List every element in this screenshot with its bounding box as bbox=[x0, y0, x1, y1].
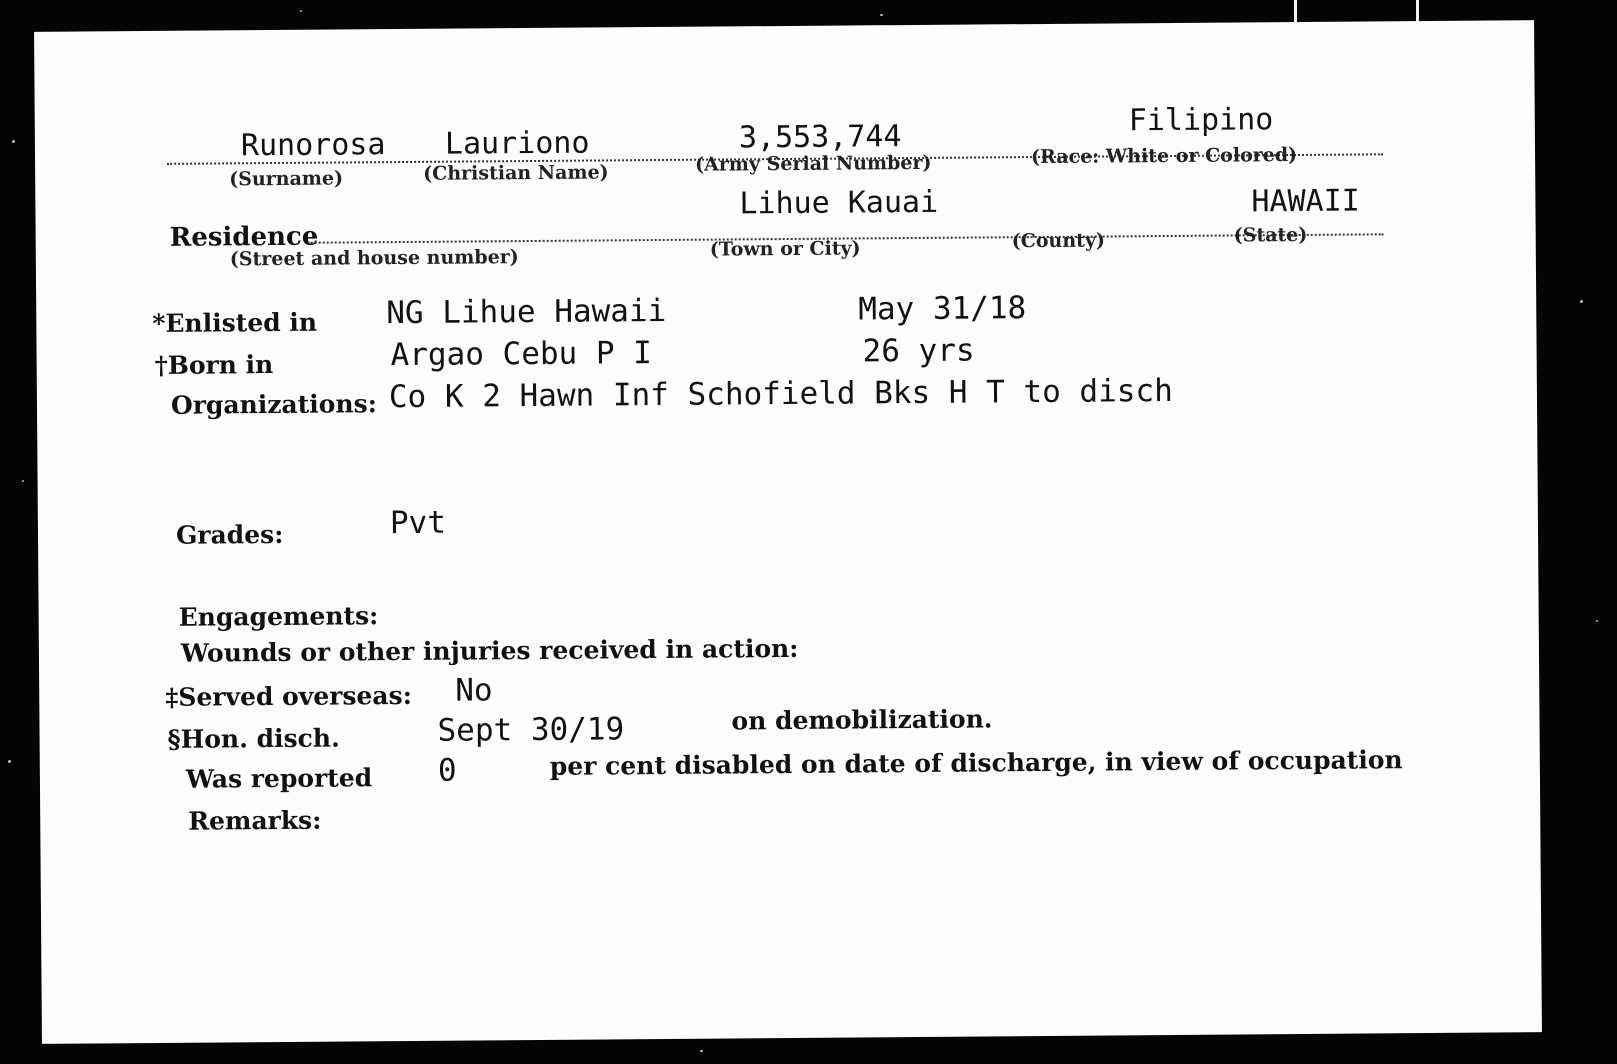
residence-label: Residence bbox=[169, 221, 319, 253]
hon-disch-suffix: on demobilization. bbox=[731, 704, 993, 736]
remarks-label: Remarks: bbox=[188, 805, 322, 836]
town-caption: (Town or City) bbox=[709, 237, 861, 261]
surname-value: Runorosa bbox=[240, 127, 386, 164]
organizations-label: Organizations: bbox=[170, 389, 377, 420]
scan-speck bbox=[880, 14, 883, 16]
grades-label: Grades: bbox=[175, 519, 284, 550]
organizations-value: Co K 2 Hawn Inf Schofield Bks H T to disch bbox=[388, 372, 1173, 416]
scan-speck bbox=[1580, 300, 1583, 303]
wounds-label: Wounds or other injuries received in action: bbox=[180, 633, 799, 668]
town-value: Lihue Kauai bbox=[739, 184, 939, 222]
engagements-label: Engagements: bbox=[178, 601, 379, 632]
grades-value: Pvt bbox=[389, 504, 447, 542]
race-caption: (Race: White or Colored) bbox=[1030, 143, 1298, 169]
scan-speck bbox=[8, 760, 11, 763]
christian-name-caption: (Christian Name) bbox=[423, 161, 609, 185]
serial-number-caption: (Army Serial Number) bbox=[695, 151, 932, 176]
enlisted-date: May 31/18 bbox=[858, 290, 1027, 328]
scan-speck bbox=[700, 1050, 703, 1052]
born-label: †Born in bbox=[154, 350, 274, 380]
scan-speck bbox=[300, 10, 302, 12]
street-caption: (Street and house number) bbox=[229, 246, 519, 271]
scan-speck bbox=[1596, 620, 1598, 622]
county-caption: (County) bbox=[1011, 229, 1106, 253]
enlisted-value: NG Lihue Hawaii bbox=[386, 292, 667, 332]
was-reported-label: Was reported bbox=[185, 763, 373, 794]
race-value: Filipino bbox=[1128, 102, 1274, 139]
born-age: 26 yrs bbox=[862, 332, 975, 370]
serial-number-value: 3,553,744 bbox=[738, 119, 902, 156]
served-overseas-label: ‡Served overseas: bbox=[165, 680, 412, 712]
service-record-card bbox=[34, 20, 1542, 1044]
hon-disch-label: §Hon. disch. bbox=[167, 723, 340, 754]
was-reported-suffix: per cent disabled on date of discharge, in view of occupation bbox=[549, 745, 1403, 781]
born-value: Argao Cebu P I bbox=[390, 335, 653, 374]
christian-name-value: Lauriono bbox=[444, 125, 590, 162]
enlisted-label: *Enlisted in bbox=[152, 307, 318, 338]
hon-disch-value: Sept 30/19 bbox=[437, 711, 625, 749]
state-value: HAWAII bbox=[1251, 183, 1360, 220]
surname-caption: (Surname) bbox=[229, 167, 344, 191]
scan-speck bbox=[22, 480, 24, 482]
served-overseas-value: No bbox=[455, 672, 493, 709]
disability-percent-value: 0 bbox=[437, 752, 457, 789]
state-caption: (State) bbox=[1233, 223, 1308, 247]
scan-speck bbox=[12, 140, 15, 143]
